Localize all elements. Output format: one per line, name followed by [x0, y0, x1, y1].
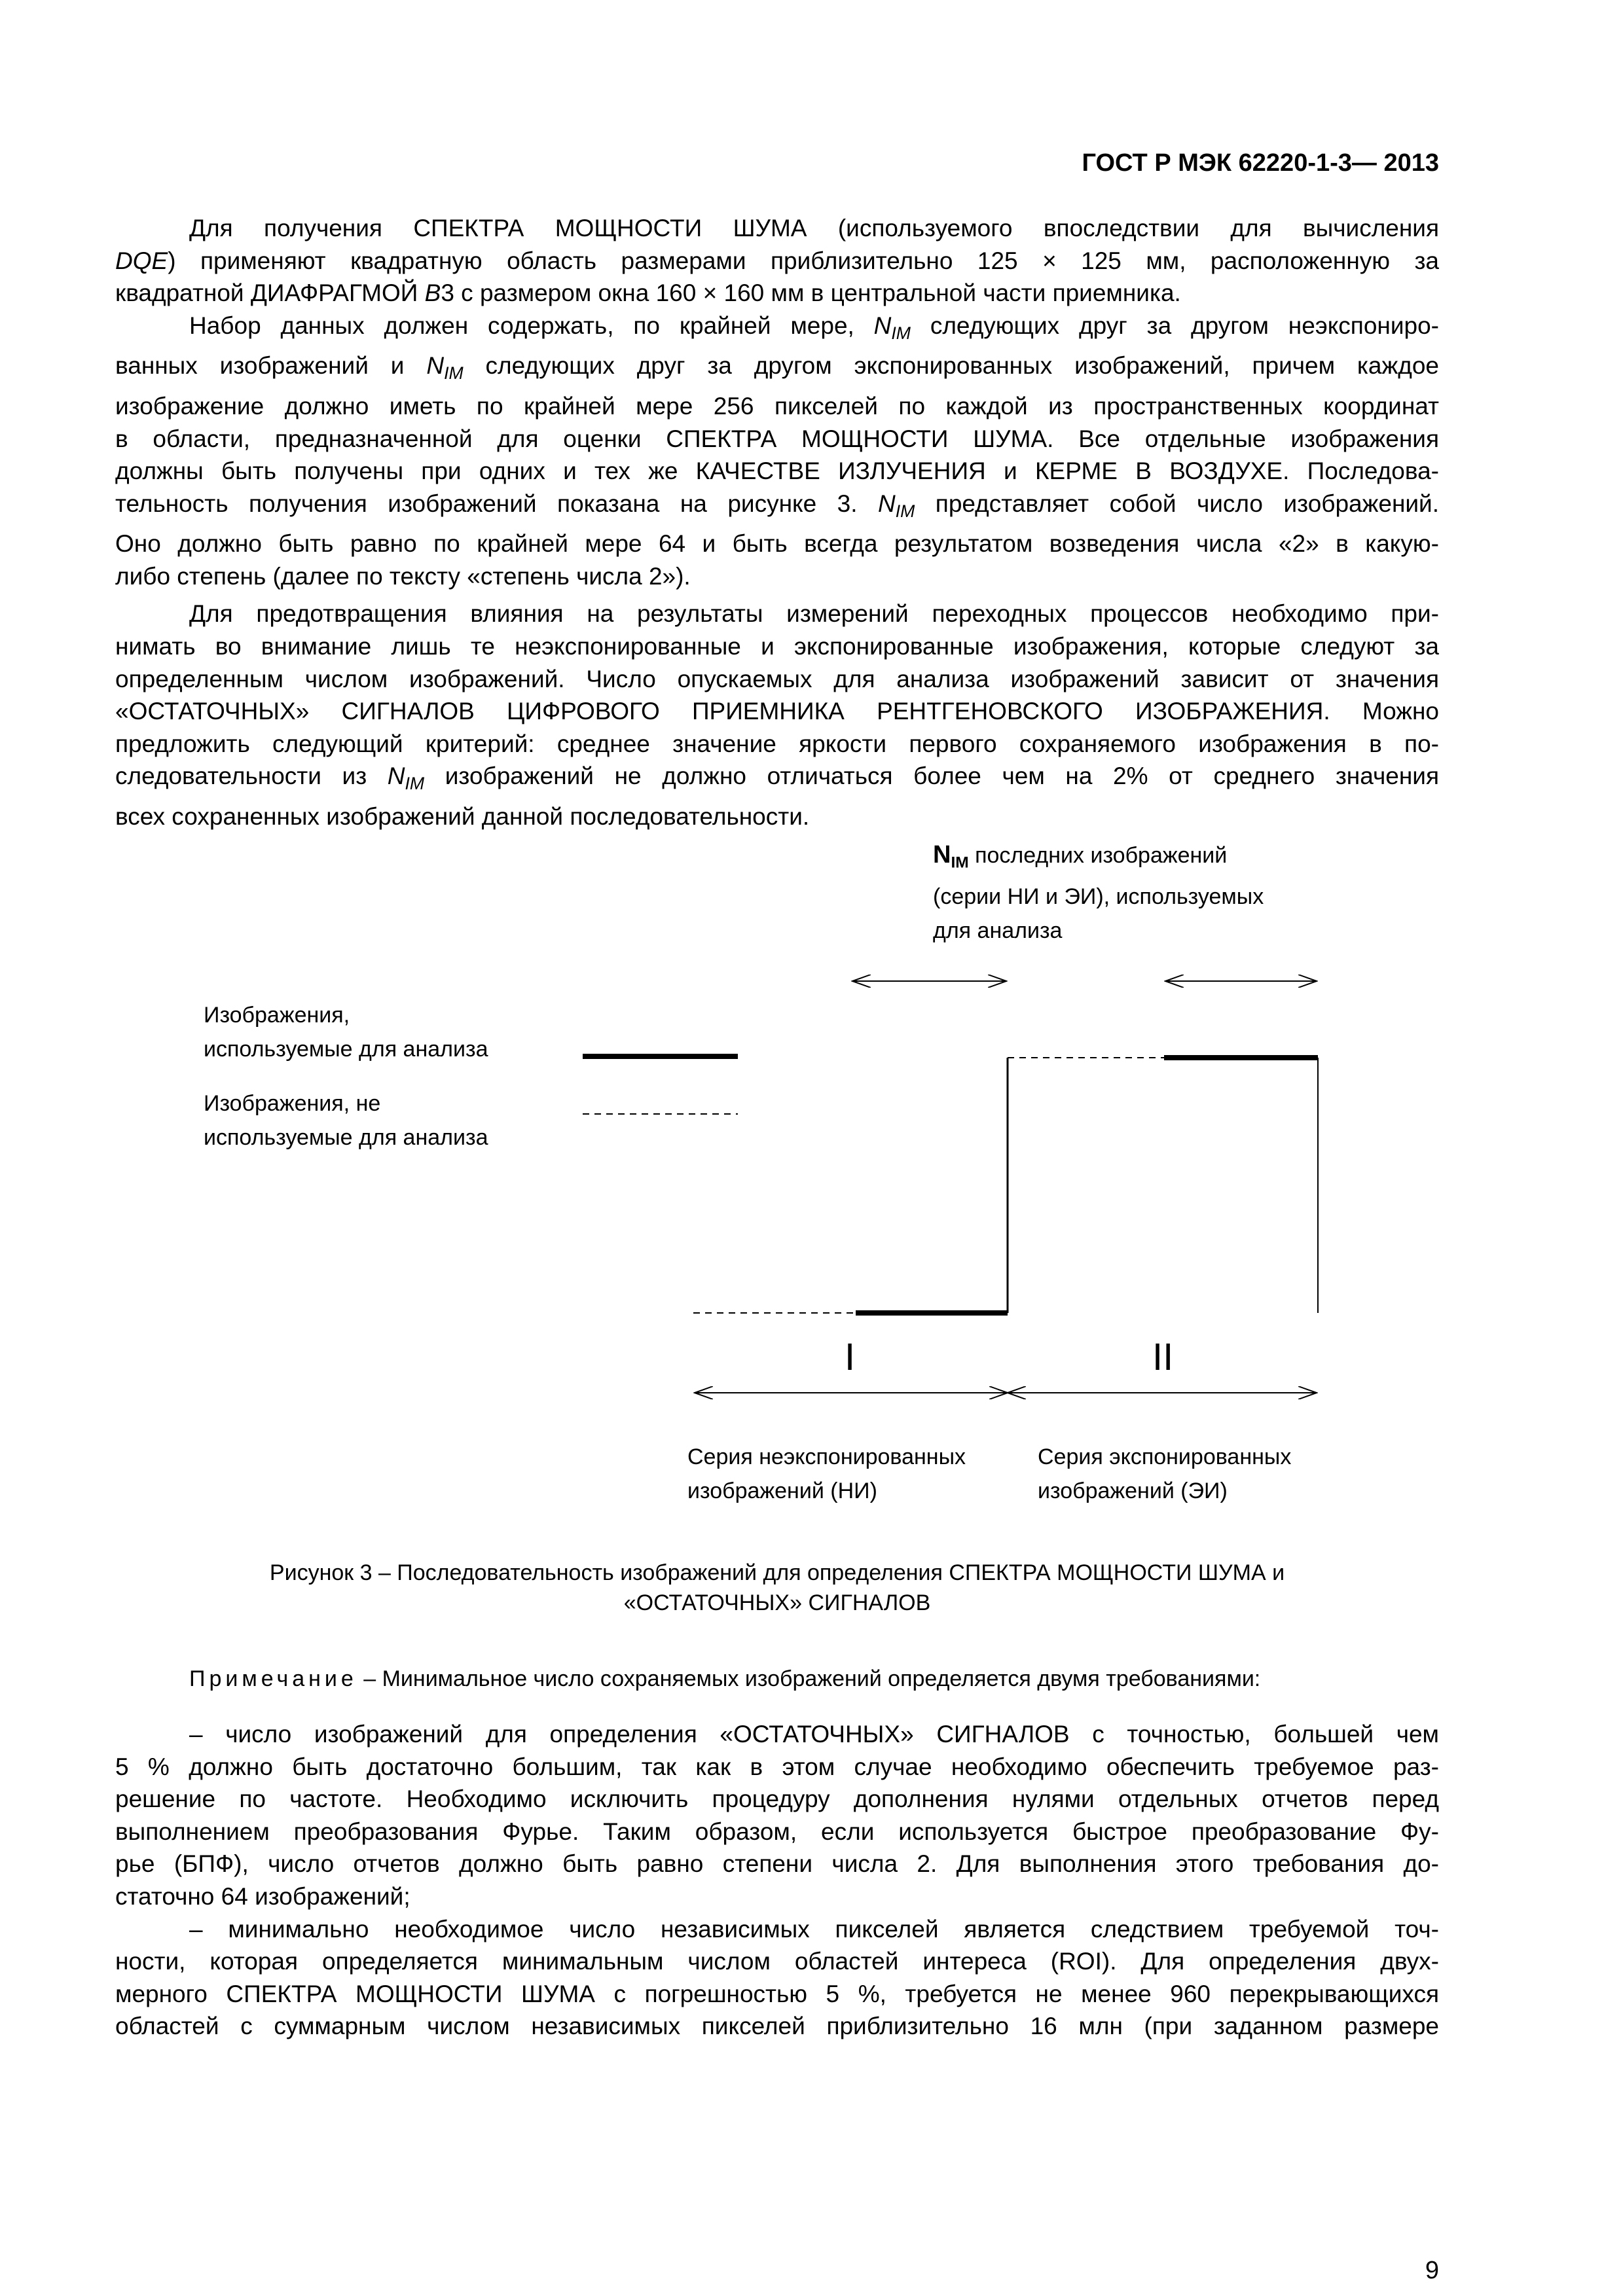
legend-used-label [204, 998, 488, 1066]
nim-line-3: для анализа [933, 918, 1063, 944]
italic-text: B [424, 279, 441, 307]
text-run: нимать во внимание лишь те неэкспонированные и экспонированные изображения, которые следуют за [115, 633, 1439, 660]
text-run: следующих друг за другом экспонированных изображений, причем каждое [463, 352, 1440, 380]
text-run: либо степень (далее по тексту «степень числа 2»). [115, 562, 691, 590]
text-line [115, 1945, 1439, 1978]
nim-label [933, 838, 1264, 948]
text-run: рье (БПФ), число отчетов должно быть равно степени числа 2. Для выполнения этого требования до- [115, 1850, 1439, 1878]
series-1-label-line-2: изображений (НИ) [687, 1479, 877, 1503]
text-run: 3 с размером окна 160 × 160 мм в центральной части приемника. [441, 279, 1181, 307]
text-line [115, 1848, 1439, 1880]
text-line [115, 1816, 1439, 1848]
legend-used-line-2: используемые для анализа [204, 1037, 488, 1062]
text-line [115, 1978, 1439, 2011]
series-2-marker: II [1152, 1336, 1174, 1378]
text-run: ванных изображений и [115, 352, 427, 380]
text-line [115, 1783, 1439, 1816]
text-line [115, 1880, 1439, 1913]
text-line [115, 1718, 1439, 1751]
nim-line-1: последних изображений [968, 843, 1228, 868]
legend-unused-label [204, 1086, 488, 1155]
text-run: всех сохраненных изображений данной последовательности. [115, 803, 810, 831]
text-run: определенным числом изображений. Число опускаемых для анализа изображений зависит от значения [115, 665, 1439, 692]
text-run: областей с суммарным числом независимых пикселей приблизительно 16 млн (при заданном размере [115, 2013, 1439, 2040]
paragraph [115, 1913, 1439, 2043]
text-line [115, 1913, 1439, 1946]
series-1-label-line-1: Серия неэкспонированных [687, 1444, 966, 1469]
italic-text: DQE [115, 247, 168, 274]
series-1-marker: I [845, 1336, 856, 1378]
text-run: Набор данных должен содержать, по крайней мере, [189, 312, 874, 339]
caption-line-2: «ОСТАТОЧНЫХ» СИГНАЛОВ [623, 1590, 931, 1615]
series-2-label [1038, 1440, 1291, 1508]
text-run: мерного СПЕКТРА МОЩНОСТИ ШУМА с погрешностью 5 %, требуется не менее 960 перекрывающихся [115, 1980, 1439, 2007]
page-number: 9 [1425, 2257, 1439, 2284]
text-run: в области, предназначенной для оценки СПЕКТРА МОЩНОСТИ ШУМА. Все отдельные изображения [115, 425, 1439, 452]
text-run: ности, которая определяется минимальным числом областей интереса (ROI). Для определения двух- [115, 1948, 1439, 1975]
italic-text: N [873, 312, 892, 339]
text-run: «ОСТАТОЧНЫХ» СИГНАЛОВ ЦИФРОВОГО ПРИЕМНИКА РЕНТГЕНОВСКОГО ИЗОБРАЖЕНИЯ. Можно [115, 698, 1439, 725]
text-run: тельность получения изображений показана на рисунке 3. [115, 490, 878, 517]
series-2-label-line-1: Серия экспонированных [1038, 1444, 1292, 1469]
text-line [115, 1751, 1439, 1784]
text-run: Для предотвращения влияния на результаты измерений переходных процессов необходимо при- [189, 600, 1439, 628]
text-run: предложить следующий критерий: среднее значение яркости первого сохраняемого изображения в по- [115, 730, 1439, 757]
subscript-text: IM [405, 774, 425, 794]
series-1-label [687, 1440, 966, 1508]
nim-line-2: (серии НИ и ЭИ), используемых [933, 884, 1264, 910]
text-run: представляет собой число изображений. [915, 490, 1439, 517]
figure-caption [115, 1558, 1439, 1618]
text-run: – число изображений для определения «ОСТАТОЧНЫХ» СИГНАЛОВ с точностью, большей чем [189, 1721, 1439, 1748]
bottom-text [115, 1718, 1439, 2043]
note-text: – Минимальное число сохраняемых изображений определяется двумя требованиями: [357, 1666, 1261, 1691]
nim-sub: IM [951, 853, 969, 872]
text-line [115, 2010, 1439, 2043]
text-run: – минимально необходимое число независимых пикселей является следствием требуемой точ- [189, 1915, 1439, 1943]
italic-text: N [426, 352, 445, 380]
text-run: изображений не должно отличаться более чем на 2% от среднего значения [424, 762, 1439, 790]
subscript-text: IM [891, 323, 911, 343]
note-label: Примечание [189, 1666, 357, 1691]
italic-text: N [387, 762, 405, 790]
note [189, 1666, 1260, 1692]
series-2-label-line-2: изображений (ЭИ) [1038, 1479, 1228, 1503]
legend-used-line-1: Изображения, [204, 1003, 350, 1028]
text-run: решение по частоте. Необходимо исключить процедуру дополнения нулями отдельных отчетов перед [115, 1785, 1439, 1813]
subscript-text: IM [444, 363, 464, 384]
subscript-text: IM [895, 501, 915, 521]
legend-unused-line-1: Изображения, не [204, 1091, 381, 1116]
text-run: статочно 64 изображений; [115, 1882, 410, 1910]
text-run: выполнением преобразования Фурье. Таким образом, если используется быстрое преобразование Фу- [115, 1818, 1439, 1845]
text-run: 5 % должно быть достаточно большим, так как в этом случае необходимо обеспечить требуемое раз- [115, 1753, 1439, 1780]
text-run: квадратной ДИАФРАГМОЙ [115, 279, 425, 307]
text-run: Оно должно быть равно по крайней мере 64 и быть всегда результатом возведения числа «2» в какую- [115, 530, 1439, 558]
text-run: изображение должно иметь по крайней мере 256 пикселей по каждой из пространственных координат [115, 392, 1439, 420]
text-run: должны быть получены при одних и тех же КАЧЕСТВЕ ИЗЛУЧЕНИЯ и КЕРМЕ В ВОЗДУХЕ. Последова- [115, 457, 1439, 485]
text-run: ) применяют квадратную область размерами приблизительно 125 × 125 мм, расположенную за [168, 247, 1439, 274]
text-run: следующих друг за другом неэкспониро- [910, 312, 1439, 339]
nim-n: N [933, 841, 951, 869]
document-header: ГОСТ Р МЭК 62220-1-3— 2013 [1082, 149, 1439, 177]
legend-unused-line-2: используемые для анализа [204, 1125, 488, 1150]
italic-text: N [878, 490, 896, 517]
caption-line-1: Рисунок 3 – Последовательность изображений для определения СПЕКТРА МОЩНОСТИ ШУМА и [269, 1560, 1285, 1585]
text-run: следовательности из [115, 762, 388, 790]
text-run: Для получения СПЕКТРА МОЩНОСТИ ШУМА (используемого впоследствии для вычисления [189, 215, 1439, 242]
paragraph [115, 1718, 1439, 1913]
